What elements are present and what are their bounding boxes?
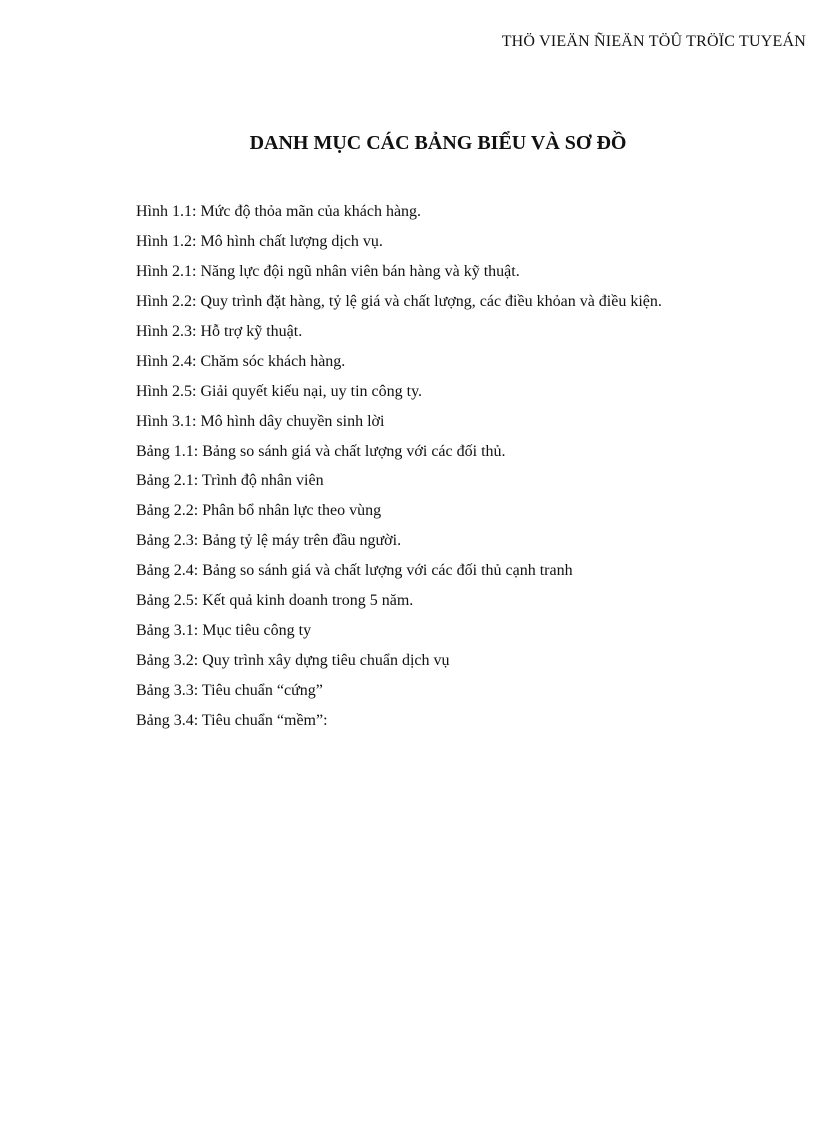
list-item: Bảng 2.5: Kết quả kinh doanh trong 5 năm.: [136, 592, 414, 610]
list-item: Bảng 1.1: Bảng so sánh giá và chất lượng với các đối thủ.: [136, 442, 506, 460]
list-item: Bảng 3.1: Mục tiêu công ty: [136, 622, 312, 640]
list-item: Bảng 2.3: Bảng tỷ lệ máy trên đầu người.: [136, 532, 402, 550]
page-title: DANH MỤC CÁC BẢNG BIỂU VÀ SƠ ĐỒ: [249, 132, 627, 154]
table-of-figures-list: [136, 197, 662, 736]
list-item: Bảng 3.4: Tiêu chuẩn “mềm”:: [136, 711, 328, 729]
list-item: Bảng 3.2: Quy trình xây dựng tiêu chuẩn dịch vụ: [136, 652, 450, 670]
list-item: Bảng 2.2: Phân bổ nhân lực theo vùng: [136, 502, 382, 520]
list-item: Hình 2.1: Năng lực đội ngũ nhân viên bán hàng và kỹ thuật.: [136, 262, 520, 280]
list-item: Hình 2.5: Giải quyết kiếu nại, uy tin công ty.: [136, 382, 423, 400]
list-item: Hình 1.2: Mô hình chất lượng dịch vụ.: [136, 232, 383, 250]
list-item: Bảng 2.1: Trình độ nhân viên: [136, 472, 324, 490]
list-item: Hình 2.2: Quy trình đặt hàng, tỷ lệ giá và chất lượng, các điều khỏan và điều kiện.: [136, 292, 662, 310]
list-item: Bảng 3.3: Tiêu chuẩn “cứng”: [136, 682, 323, 699]
list-item: Hình 1.1: Mức độ thỏa mãn của khách hàng.: [136, 203, 422, 220]
page-header: THÖ VIEÄN ÑIEÄN TÖÛ TRÖÏC TUYEÁN: [501, 33, 806, 50]
list-item: Hình 2.3: Hỗ trợ kỹ thuật.: [136, 322, 303, 340]
list-item: Bảng 2.4: Bảng so sánh giá và chất lượng với các đối thủ cạnh tranh: [136, 562, 573, 580]
list-item: Hình 3.1: Mô hình dây chuyền sinh lời: [136, 412, 385, 430]
list-item: Hình 2.4: Chăm sóc khách hàng.: [136, 352, 346, 370]
